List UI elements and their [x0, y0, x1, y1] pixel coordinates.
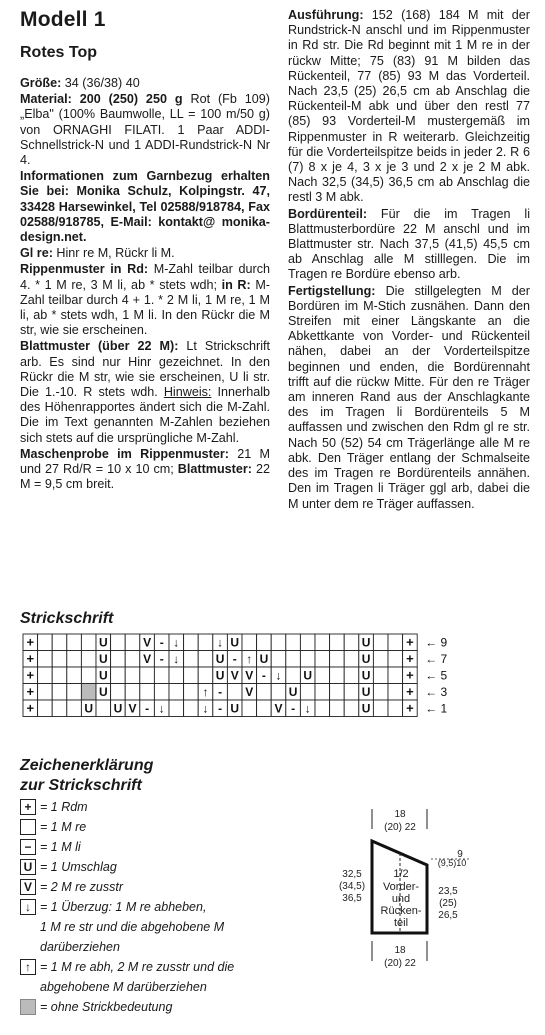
- chart-symbol: +: [406, 700, 414, 716]
- chart-symbol: U: [98, 685, 108, 699]
- chart-cell: [286, 667, 301, 684]
- chart-cell: [38, 634, 53, 651]
- chart-cell: [373, 651, 388, 668]
- chart-symbol: -: [261, 668, 266, 683]
- chart-cell: [184, 700, 199, 717]
- legend-text-continued: abgehobene M darüberziehen: [40, 980, 207, 994]
- chart-cell: [38, 700, 53, 717]
- chart-cell: [344, 700, 359, 717]
- chart-title: Strickschrift: [20, 610, 114, 627]
- chart-symbol: V: [245, 668, 254, 683]
- chart-cell: [271, 651, 286, 668]
- chart-cell: [67, 651, 82, 668]
- chart-symbol: +: [26, 651, 35, 666]
- chart-cell: [169, 667, 184, 684]
- material-paragraph: Material: 200 (250) 250 g Rot (Fb 109) „Elba" (100% Baumwolle, LL = 100 m/50 g) von ORNAGHI FILATI. 1 Paar ADDI-Schnellstrick-N und 1 ADDI-Rundstrick-N Nr 4.: [20, 92, 270, 168]
- chart-cell: [52, 700, 67, 717]
- legend-symbol: U: [20, 859, 36, 875]
- chart-symbol: -: [232, 652, 237, 666]
- legend-subtitle: zur Strickschrift: [20, 777, 142, 794]
- legend-symbol: V: [20, 879, 36, 895]
- page-subtitle: Rotes Top: [20, 44, 98, 61]
- page-title: Modell 1: [20, 8, 106, 31]
- info-paragraph: Informationen zum Garnbezug erhalten Sie bei: Monika Schulz, Kolpingstr. 47, 33428 Harsewinkel, Tel 02588/918784, Fax 02588/918785, E-Mail: kontakt@ monika-design.net.: [20, 169, 270, 245]
- chart-cell: [315, 651, 330, 668]
- chart-symbol: ↑: [202, 685, 209, 699]
- schema-left-c: 36,5: [342, 893, 362, 904]
- legend-text: = ohne Strickbedeutung: [40, 1000, 173, 1014]
- chart-symbol: +: [26, 700, 35, 716]
- knitting-chart: [22, 633, 448, 725]
- chart-cell: [154, 667, 169, 684]
- chart-cell: [81, 684, 96, 701]
- chart-cell: [373, 700, 388, 717]
- chart-symbol: ↓: [158, 701, 165, 716]
- chart-cell: [271, 634, 286, 651]
- size-paragraph: Größe: 34 (36/38) 40: [20, 76, 140, 90]
- chart-cell: [111, 667, 126, 684]
- chart-cell: [242, 700, 257, 717]
- chart-symbol: +: [406, 651, 414, 666]
- legend-symbol: ↑: [20, 959, 36, 975]
- instructions-paragraph: Ausführung: 152 (168) 184 M mit der Rundstrick-N anschl und im Rippenmuster in Rd str. Die Rd beginnt mit 1 M re in der rückw Mitte; 75 (83) 91 M bilden das Rückenteil, 77 (85) 93 M das Vorderteil. Nach 23,5 (25) 26,5 cm ab Anschlag die Rückenteil-M abk und über den restl 77 (85) 93 Vorderteil-M mustergemäß im Rippenmuster in R weiterarb. Gleichzeitig für die Vorderteilspitze beids in jeder 2. R 6 (7) 8 x je 4, 3 x je 3 und 2 x je 2 M abk. Nach 32,5 (34,5) 36,5 cm ab Anschlag die restl 3 M abk.: [288, 8, 530, 205]
- chart-row-label: ← 9: [425, 635, 448, 650]
- chart-symbol: U: [259, 652, 269, 666]
- chart-symbol: -: [291, 701, 296, 716]
- chart-cell: [198, 667, 213, 684]
- chart-symbol: V: [230, 668, 239, 683]
- chart-symbol: U: [113, 701, 123, 716]
- schema-bottom-b: (20) 22: [384, 958, 416, 969]
- chart-cell: [330, 634, 345, 651]
- chart-symbol: U: [98, 635, 108, 650]
- chart-symbol: +: [406, 667, 414, 683]
- chart-symbol: +: [26, 684, 35, 699]
- chart-cell: [140, 684, 155, 701]
- chart-cell: [198, 634, 213, 651]
- gauge-paragraph: Maschenprobe im Rippenmuster: 21 M und 27 Rd/R = 10 x 10 cm; Blattmuster: 22 M = 9,5 cm breit.: [20, 446, 270, 492]
- chart-cell: [184, 684, 199, 701]
- legend-text: = 1 M li: [40, 840, 81, 854]
- chart-symbol: ↓: [173, 652, 180, 666]
- chart-cell: [242, 634, 257, 651]
- chart-cell: [52, 684, 67, 701]
- legend-text: = 1 Rdm: [40, 800, 88, 814]
- chart-symbol: -: [218, 701, 223, 716]
- schema-bottom-a: 18: [394, 945, 406, 956]
- chart-cell: [257, 634, 272, 651]
- chart-symbol: V: [143, 635, 152, 650]
- chart-cell: [388, 634, 403, 651]
- schema-center-c: und: [391, 893, 411, 905]
- chart-symbol: V: [245, 685, 254, 699]
- chart-symbol: U: [215, 652, 225, 666]
- chart-symbol: ↓: [217, 635, 224, 650]
- chart-symbol: +: [406, 684, 414, 699]
- chart-symbol: -: [218, 685, 223, 699]
- chart-cell: [198, 651, 213, 668]
- chart-cell: [373, 684, 388, 701]
- chart-symbol: U: [361, 652, 371, 666]
- legend-text: = 1 M re: [40, 820, 87, 834]
- chart-cell: [96, 700, 111, 717]
- legend-symbol: ↓: [20, 899, 36, 915]
- chart-cell: [81, 634, 96, 651]
- chart-cell: [111, 684, 126, 701]
- legend-item: [20, 857, 300, 877]
- legend-item: [20, 997, 300, 1017]
- chart-cell: [111, 634, 126, 651]
- chart-symbol: V: [274, 701, 283, 716]
- legend-item: [20, 897, 300, 917]
- legend-item: [20, 957, 300, 977]
- right-column: [288, 8, 530, 512]
- schema-right-top: 9: [457, 849, 463, 860]
- chart-cell: [125, 684, 140, 701]
- chart-symbol: +: [406, 634, 414, 650]
- chart-cell: [184, 667, 199, 684]
- chart-cell: [330, 651, 345, 668]
- border-paragraph: Bordürenteil: Für die im Tragen li Blattmusterbordüre 22 M anschl und im Blattmuster str. Nach 37,5 (41,5) 45,5 cm ab Anschlag alle M stilllegen. Die im Tragen re Bordüre ebenso arb.: [288, 206, 530, 282]
- chart-cell: [300, 684, 315, 701]
- chart-cell: [300, 651, 315, 668]
- chart-cell: [330, 667, 345, 684]
- legend-text: = 1 Überzug: 1 M re abheben,: [40, 900, 207, 914]
- chart-cell: [300, 634, 315, 651]
- chart-row-label: ← 3: [425, 685, 448, 699]
- legend-item: [20, 797, 300, 817]
- schema-right-top-b: (9,5)10: [437, 858, 467, 868]
- chart-cell: [125, 651, 140, 668]
- chart-cell: [67, 700, 82, 717]
- legend-item: [20, 837, 300, 857]
- schema-right-c: 26,5: [438, 910, 458, 921]
- chart-symbol: U: [215, 668, 225, 683]
- schematic-diagram: [330, 805, 480, 980]
- chart-cell: [344, 667, 359, 684]
- chart-cell: [344, 651, 359, 668]
- glre-paragraph: Gl re: Hinr re M, Rückr li M.: [20, 246, 175, 261]
- schema-left-a: 32,5: [342, 869, 362, 880]
- chart-cell: [315, 667, 330, 684]
- chart-symbol: U: [288, 685, 298, 699]
- chart-row-label: ← 5: [425, 668, 448, 683]
- chart-symbol: U: [361, 635, 371, 650]
- schema-center-e: teil: [393, 917, 409, 929]
- chart-cell: [315, 700, 330, 717]
- chart-symbol: V: [143, 652, 152, 666]
- chart-symbol: U: [230, 701, 240, 716]
- chart-symbol: U: [361, 668, 371, 683]
- schema-center-d: Rücken-: [380, 905, 422, 917]
- chart-cell: [271, 684, 286, 701]
- legend-symbol: −: [20, 839, 36, 855]
- schema-top-a: 18: [394, 809, 406, 820]
- leaf-pattern-paragraph: Blattmuster (über 22 M): Lt Strickschrift arb. Es sind nur Hinr gezeichnet. In den Rückr die M str, wie sie erscheinen, U li str. Die 1.-10. R stets wdh. Hinweis: Innerhalb des Höhenrapportes ändert sich die M-Zahl. Die im Text genannten M-Zahlen beziehen sich stets auf die ursprüngliche M-Zahl.: [20, 339, 271, 445]
- left-column: [20, 8, 270, 492]
- chart-cell: [81, 651, 96, 668]
- chart-cell: [344, 634, 359, 651]
- schema-right-b: (25): [439, 898, 457, 909]
- schema-left-b: (34,5): [338, 881, 366, 892]
- chart-cell: [373, 667, 388, 684]
- chart-symbol: U: [303, 668, 313, 683]
- chart-symbol: -: [159, 652, 164, 666]
- chart-cell: [67, 634, 82, 651]
- chart-cell: [125, 667, 140, 684]
- chart-symbol: ↓: [275, 668, 282, 683]
- chart-cell: [184, 634, 199, 651]
- chart-cell: [257, 700, 272, 717]
- chart-cell: [52, 667, 67, 684]
- chart-symbol: U: [98, 652, 108, 666]
- chart-cell: [184, 651, 199, 668]
- chart-cell: [111, 651, 126, 668]
- chart-cell: [38, 651, 53, 668]
- chart-row-label: ← 1: [425, 701, 448, 716]
- schema-center-b: Vorder-: [382, 881, 420, 893]
- chart-cell: [52, 634, 67, 651]
- chart-cell: [388, 684, 403, 701]
- chart-symbol: U: [98, 668, 108, 683]
- chart-symbol: +: [26, 667, 35, 683]
- chart-cell: [227, 684, 242, 701]
- chart-cell: [67, 667, 82, 684]
- chart-row-label: ← 7: [425, 652, 448, 666]
- schema-right-a: 23,5: [438, 886, 458, 897]
- chart-cell: [286, 634, 301, 651]
- chart-symbol: U: [84, 701, 94, 716]
- chart-cell: [169, 700, 184, 717]
- legend-item: [20, 817, 300, 837]
- legend: [20, 797, 300, 1017]
- chart-symbol: +: [26, 634, 35, 650]
- chart-cell: [169, 684, 184, 701]
- chart-cell: [330, 684, 345, 701]
- chart-cell: [125, 634, 140, 651]
- chart-cell: [388, 651, 403, 668]
- legend-item: [20, 877, 300, 897]
- chart-cell: [140, 667, 155, 684]
- chart-cell: [315, 634, 330, 651]
- chart-cell: [388, 667, 403, 684]
- chart-cell: [38, 667, 53, 684]
- chart-cell: [388, 700, 403, 717]
- legend-text: = 2 M re zusstr: [40, 880, 124, 894]
- legend-text: = 1 M re abh, 2 M re zusstr und die: [40, 960, 235, 974]
- chart-cell: [286, 651, 301, 668]
- chart-cell: [257, 684, 272, 701]
- schema-top-b: (20) 22: [384, 822, 416, 833]
- chart-cell: [373, 634, 388, 651]
- chart-cell: [330, 700, 345, 717]
- chart-cell: [344, 684, 359, 701]
- chart-cell: [81, 667, 96, 684]
- legend-text: = 1 Umschlag: [40, 860, 117, 874]
- chart-cell: [52, 651, 67, 668]
- chart-symbol: ↓: [173, 635, 180, 650]
- chart-cell: [315, 684, 330, 701]
- chart-symbol: -: [159, 635, 164, 650]
- chart-symbol: ↓: [202, 701, 209, 716]
- chart-cell: [38, 684, 53, 701]
- chart-symbol: U: [361, 701, 371, 716]
- schema-center-a: 1/2: [393, 868, 409, 880]
- chart-cell: [67, 684, 82, 701]
- chart-symbol: ↓: [304, 701, 311, 716]
- chart-cell: [154, 684, 169, 701]
- chart-symbol: U: [361, 685, 371, 699]
- legend-text-continued: 1 M re str und die abgehobene M: [40, 920, 225, 934]
- chart-symbol: -: [145, 701, 150, 716]
- legend-symbol: [20, 999, 36, 1015]
- legend-symbol: +: [20, 799, 36, 815]
- legend-title: Zeichenerklärung: [20, 757, 154, 774]
- legend-text-continued: darüberziehen: [40, 940, 120, 954]
- chart-symbol: V: [128, 701, 137, 716]
- chart-symbol: ↑: [246, 652, 253, 666]
- finishing-paragraph: Fertigstellung: Die stillgelegten M der Bordüren im M-Stich zusnähen. Dann den Streifen mit einer Längskante an die Abkettkante von Vorder- und Rückenteil nähen, dabei an der Vorderteilspitze beginnen und enden, die Bordürennaht trifft auf die rückw Mitte. Für den re Träger am inneren Rand aus der Anschlagkante des im Tragen li Bordürenteils 5 M auffassen und zwischen den Rdm gl re str. Nach 50 (52) 54 cm Trägerlänge alle M re abk. Den Träger entlang der Schmalseite des im Tragen re Bordürenteils annähen. Den im Tragen li Träger ggl arb, dabei die M unter dem re Träger auffassen.: [288, 283, 530, 511]
- rib-pattern-paragraph: Rippenmuster in Rd: M-Zahl teilbar durch 4. * 1 M re, 3 M li, ab * stets wdh; in R: M-Zahl teilbar durch 4 + 1. * 2 M li, 1 M re, 1 M li, ab * stets wdh, 1 M li. In den Rückr die M str, wie sie erscheinen.: [20, 262, 270, 338]
- legend-symbol: [20, 819, 36, 835]
- chart-symbol: U: [230, 635, 240, 650]
